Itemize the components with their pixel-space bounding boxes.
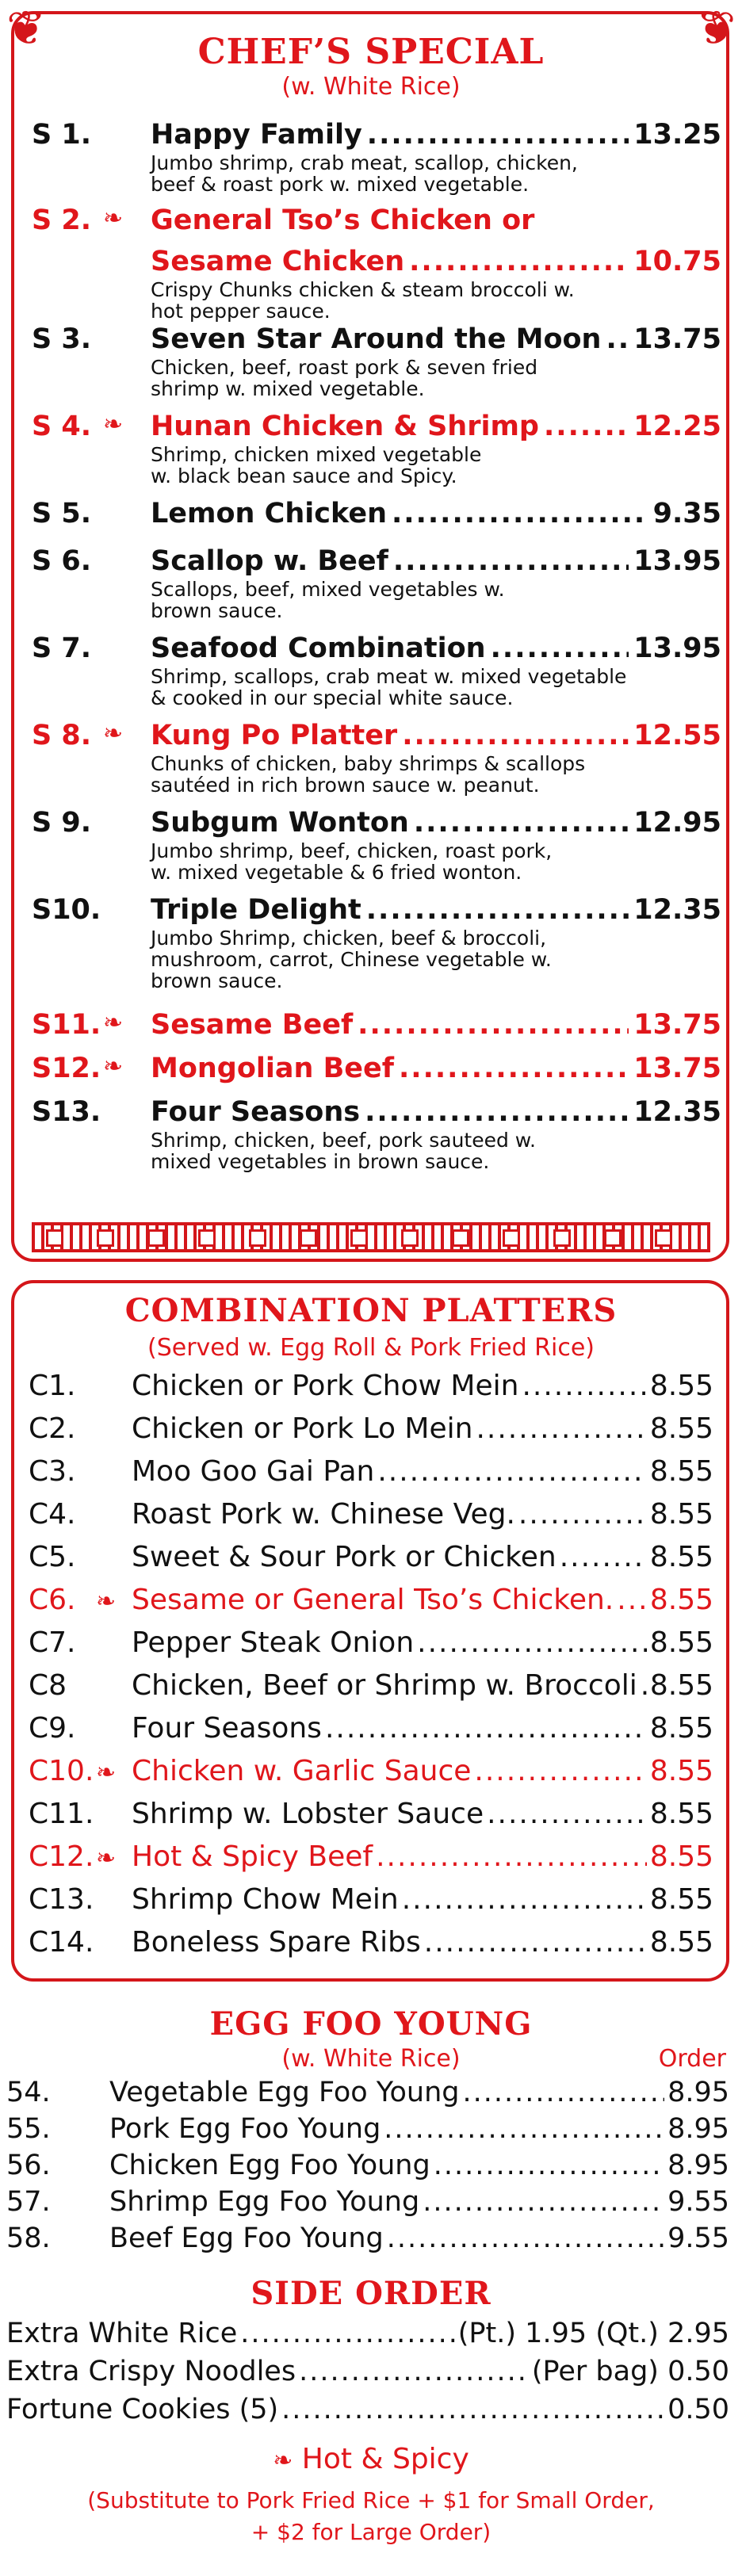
item-name: Hunan Chicken & Shrimp: [151, 411, 539, 442]
item-price: 9.35: [652, 498, 721, 529]
item-description: [151, 927, 706, 992]
leader-dots: [522, 1370, 646, 1402]
item-number: S 7.: [32, 633, 92, 664]
item-price: 8.55: [649, 1584, 713, 1616]
item-name: Chicken, Beef or Shrimp w. Broccoli: [132, 1669, 637, 1702]
item-price: 9.55: [667, 2186, 729, 2218]
item-name: Roast Pork w. Chinese Veg.: [132, 1498, 515, 1531]
description-line: Jumbo shrimp, beef, chicken, roast pork,: [151, 839, 553, 862]
combo-item: [29, 1883, 713, 1921]
egg-foo-young-item: [6, 2113, 729, 2150]
side-order-item: [6, 2318, 729, 2354]
item-number: S 1.: [32, 119, 92, 151]
ornament-square: [97, 1229, 114, 1247]
item-name: Pork Egg Foo Young: [109, 2113, 381, 2145]
item-name: Pepper Steak Onion: [132, 1626, 415, 1659]
item-price: 8.55: [649, 1712, 713, 1745]
chili-pepper-icon: ❧: [103, 204, 124, 232]
item-number: C5.: [29, 1541, 76, 1573]
substitute-note-line2: + $2 for Large Order): [251, 2519, 491, 2545]
combo-item: [29, 1755, 713, 1793]
egg-foo-young-subtitle: (w. White Rice): [281, 2045, 461, 2073]
description-line: sautéed in rich brown sauce w. peanut.: [151, 774, 540, 797]
item-name: Sweet & Sour Pork or Chicken: [132, 1541, 556, 1573]
item-number: C11.: [29, 1798, 94, 1830]
item-number: S10.: [32, 894, 101, 926]
chili-pepper-icon: ❧: [103, 411, 124, 438]
chili-pepper-icon: ❧: [103, 720, 124, 747]
item-name: Chicken or Pork Lo Mein: [132, 1412, 473, 1445]
item-price: (Pt.) 1.95 (Qt.) 2.95: [457, 2318, 729, 2349]
leader-dots: [240, 2318, 455, 2349]
item-price: 12.95: [633, 807, 721, 839]
description-line: shrimp w. mixed vegetable.: [151, 377, 425, 400]
description-line: mushroom, carrot, Chinese vegetable w.: [151, 948, 552, 971]
ornament-square: [198, 1229, 216, 1247]
item-number: C1.: [29, 1370, 76, 1402]
item-price: 8.55: [649, 1541, 713, 1573]
description-line: Jumbo Shrimp, chicken, beef & broccoli,: [151, 927, 547, 950]
item-price: 9.55: [667, 2222, 729, 2254]
leader-dots: [402, 720, 629, 751]
chili-pepper-icon: ❧: [103, 1053, 124, 1080]
item-name: Kung Po Platter: [151, 720, 398, 751]
ornament-square: [401, 1229, 419, 1247]
hot-spicy-legend: ❧ Hot & Spicy: [273, 2443, 469, 2475]
item-price: 8.55: [649, 1755, 713, 1787]
side-order-item: [6, 2356, 729, 2392]
description-line: Shrimp, chicken mixed vegetable: [151, 443, 482, 466]
description-line: Chicken, beef, roast pork & seven fried: [151, 356, 538, 379]
item-name: Extra Crispy Noodles: [6, 2356, 296, 2387]
substitute-note-line1: (Substitute to Pork Fried Rice + $1 for Small Order,: [87, 2487, 655, 2513]
egg-foo-young-item: [6, 2150, 729, 2186]
side-order-title: SIDE ORDER: [251, 2275, 491, 2312]
side-order-item: [6, 2394, 729, 2430]
item-price: 8.55: [649, 1370, 713, 1402]
item-name-line: [151, 894, 721, 929]
leader-dots: [518, 1498, 647, 1531]
description-line: w. black bean sauce and Spicy.: [151, 464, 457, 487]
item-price: 10.75: [633, 246, 721, 277]
item-price: 8.55: [649, 1455, 713, 1488]
chefs-special-title: CHEF’S SPECIAL: [197, 32, 545, 72]
chili-pepper-icon: ❧: [96, 1588, 117, 1615]
item-name-line: [151, 119, 721, 154]
ornament-square: [604, 1229, 622, 1247]
item-description: [151, 357, 706, 399]
item-name: Sesame Beef: [151, 1009, 354, 1041]
leader-dots: [281, 2394, 664, 2425]
leader-dots: [617, 1584, 647, 1616]
item-name: Subgum Wonton: [151, 807, 409, 839]
leader-dots: [402, 1883, 647, 1916]
item-name: Beef Egg Foo Young: [109, 2222, 384, 2254]
combo-item: [29, 1541, 713, 1579]
item-price: (Per bag) 0.50: [531, 2356, 729, 2387]
chili-pepper-icon: ❧: [96, 1759, 117, 1787]
description-line: hot pepper sauce.: [151, 300, 331, 323]
item-name: Shrimp w. Lobster Sauce: [132, 1798, 484, 1830]
combo-item: [29, 1584, 713, 1622]
description-line: w. mixed vegetable & 6 fried wonton.: [151, 861, 522, 884]
combo-item: [29, 1370, 713, 1408]
leader-dots: [365, 1096, 629, 1128]
ornament-square: [503, 1229, 520, 1247]
ornament-square: [655, 1229, 672, 1247]
item-name: Boneless Spare Ribs: [132, 1926, 421, 1959]
item-price: 8.95: [667, 2077, 729, 2108]
item-number: C13.: [29, 1883, 94, 1916]
item-description: [151, 279, 706, 322]
item-number: S11.: [32, 1009, 101, 1041]
item-description: [151, 444, 706, 487]
leader-dots: [376, 1840, 647, 1873]
item-name: Fortune Cookies (5): [6, 2394, 279, 2425]
leader-dots: [325, 1712, 647, 1745]
description-line: brown sauce.: [151, 599, 283, 622]
item-name-line: [151, 246, 721, 281]
ornament-square: [46, 1229, 63, 1247]
egg-foo-young-item: [6, 2186, 729, 2222]
chili-pepper-icon: ❧: [273, 2447, 293, 2475]
description-line: Jumbo shrimp, crab meat, scallop, chicken,: [151, 151, 578, 174]
combo-item: [29, 1669, 713, 1707]
item-price: 13.75: [633, 1053, 721, 1084]
leader-dots: [393, 545, 629, 577]
item-price: 8.55: [649, 1626, 713, 1659]
item-price: 13.95: [633, 633, 721, 664]
item-number: C10.: [29, 1755, 94, 1787]
combo-item: [29, 1712, 713, 1750]
item-name-line: [151, 498, 721, 533]
item-name: Extra White Rice: [6, 2318, 238, 2349]
item-number: S 2.: [32, 204, 92, 236]
combination-subtitle: (Served w. Egg Roll & Pork Fried Rice): [147, 1334, 595, 1362]
egg-foo-young-item: [6, 2077, 729, 2113]
ornament-square: [300, 1229, 317, 1247]
combo-item: [29, 1498, 713, 1536]
leader-dots: [423, 2186, 664, 2218]
combination-title: COMBINATION PLATTERS: [124, 1292, 618, 1329]
item-number: S12.: [32, 1053, 101, 1084]
chili-pepper-icon: ❧: [103, 1009, 124, 1037]
item-name: Four Seasons: [151, 1096, 361, 1128]
item-description: [151, 840, 706, 883]
leader-dots: [434, 2150, 664, 2181]
item-name: Seven Star Around the Moon: [151, 323, 602, 355]
leader-dots: [560, 1541, 647, 1573]
leader-dots: [641, 1669, 647, 1702]
leader-dots: [358, 1009, 629, 1041]
item-number: C4.: [29, 1498, 76, 1531]
egg-foo-young-title: EGG FOO YOUNG: [209, 2005, 533, 2043]
leader-dots: [463, 2077, 665, 2108]
leader-dots: [366, 894, 629, 926]
item-description: [151, 152, 706, 195]
item-name: Seafood Combination: [151, 633, 486, 664]
item-number: C14.: [29, 1926, 94, 1959]
item-name: Shrimp Chow Mein: [132, 1883, 399, 1916]
item-number: C9.: [29, 1712, 76, 1745]
item-name-line: [151, 545, 721, 580]
item-number: 54.: [6, 2077, 51, 2108]
leader-dots: [487, 1798, 647, 1830]
corner-ornament-icon: ❦: [6, 1, 47, 56]
description-line: & cooked in our special white sauce.: [151, 686, 514, 709]
item-number: 55.: [6, 2113, 51, 2145]
leader-dots: [384, 2113, 664, 2145]
combo-item: [29, 1455, 713, 1493]
item-price: 0.50: [667, 2394, 729, 2425]
combo-item: [29, 1798, 713, 1836]
item-price: 12.25: [633, 411, 721, 442]
item-name-line: [151, 633, 721, 667]
item-number: S 8.: [32, 720, 92, 751]
item-name: Four Seasons: [132, 1712, 322, 1745]
item-name-line: [151, 323, 721, 358]
ornament-square: [553, 1229, 571, 1247]
leader-dots: [476, 1412, 646, 1445]
item-price: 13.95: [633, 545, 721, 577]
combo-item: [29, 1626, 713, 1664]
item-name: Triple Delight: [151, 894, 361, 926]
item-name: Shrimp Egg Foo Young: [109, 2186, 420, 2218]
ornament-square: [147, 1229, 165, 1247]
item-number: C12.: [29, 1840, 94, 1873]
description-line: brown sauce.: [151, 969, 283, 992]
leader-dots: [417, 1626, 647, 1659]
item-price: 13.25: [633, 119, 721, 151]
leader-dots: [544, 411, 629, 442]
item-number: S 6.: [32, 545, 92, 577]
leader-dots: [387, 2222, 664, 2254]
item-name: Happy Family: [151, 119, 362, 151]
leader-dots: [424, 1926, 647, 1959]
ornament-square: [452, 1229, 469, 1247]
item-name-line: [151, 807, 721, 842]
description-line: Crispy Chunks chicken & steam broccoli w.: [151, 278, 575, 301]
item-description: [151, 753, 706, 796]
description-line: Shrimp, chicken, beef, pork sauteed w.: [151, 1129, 536, 1152]
item-name: Scallop w. Beef: [151, 545, 388, 577]
item-description: [151, 579, 706, 621]
item-name: Vegetable Egg Foo Young: [109, 2077, 460, 2108]
item-number: 58.: [6, 2222, 51, 2254]
item-name: Moo Goo Gai Pan: [132, 1455, 375, 1488]
ornament-square: [350, 1229, 368, 1247]
decorative-border-strip: [32, 1222, 710, 1252]
item-name-line: [151, 720, 721, 755]
item-price: 12.35: [633, 1096, 721, 1128]
description-line: Chunks of chicken, baby shrimps & scallops: [151, 752, 586, 775]
corner-ornament-icon: ❦: [695, 1, 736, 56]
item-name-line: [151, 411, 721, 445]
item-name: Mongolian Beef: [151, 1053, 394, 1084]
item-price: 8.55: [649, 1883, 713, 1916]
leader-dots: [392, 498, 648, 529]
leader-dots: [399, 1053, 629, 1084]
item-number: S 9.: [32, 807, 92, 839]
item-name-line: [151, 1053, 721, 1087]
description-line: Scallops, beef, mixed vegetables w.: [151, 578, 505, 601]
item-name: Chicken or Pork Chow Mein: [132, 1370, 519, 1402]
item-price: 8.55: [649, 1840, 713, 1873]
item-price: 8.55: [649, 1498, 713, 1531]
item-price: 8.95: [667, 2150, 729, 2181]
item-number: C7.: [29, 1626, 76, 1659]
description-line: beef & roast pork w. mixed vegetable.: [151, 173, 530, 196]
chili-pepper-icon: ❧: [96, 1844, 117, 1872]
leader-dots: [606, 323, 629, 355]
leader-dots: [377, 1455, 647, 1488]
chefs-special-subtitle: (w. White Rice): [281, 73, 461, 101]
item-number: C3.: [29, 1455, 76, 1488]
combo-item: [29, 1412, 713, 1450]
item-number: C6.: [29, 1584, 76, 1616]
item-price: 8.55: [649, 1669, 713, 1702]
item-price: 13.75: [633, 323, 721, 355]
item-number: 57.: [6, 2186, 51, 2218]
item-number: S 4.: [32, 411, 92, 442]
item-price: 12.35: [633, 894, 721, 926]
item-price: 8.55: [649, 1412, 713, 1445]
ornament-square: [249, 1229, 266, 1247]
item-number: S 5.: [32, 498, 92, 529]
combo-item: [29, 1840, 713, 1878]
leader-dots: [367, 119, 629, 151]
item-name: Sesame or General Tso’s Chicken.: [132, 1584, 614, 1616]
description-line: Shrimp, scallops, crab meat w. mixed vegetable: [151, 665, 627, 688]
item-number: C8: [29, 1669, 67, 1702]
item-name: Sesame Chicken: [151, 246, 405, 277]
item-name: General Tso’s Chicken or: [151, 204, 535, 236]
item-name: Chicken Egg Foo Young: [109, 2150, 430, 2181]
item-number: 56.: [6, 2150, 51, 2181]
item-name-line: [151, 1096, 721, 1131]
item-number: C2.: [29, 1412, 76, 1445]
item-price: 8.55: [649, 1798, 713, 1830]
item-name: Lemon Chicken: [151, 498, 387, 529]
combo-item: [29, 1926, 713, 1964]
order-column-label: Order: [658, 2045, 726, 2073]
item-description: [151, 1129, 706, 1172]
description-line: mixed vegetables in brown sauce.: [151, 1150, 490, 1173]
leader-dots: [474, 1755, 646, 1787]
item-price: 13.75: [633, 1009, 721, 1041]
item-description: [151, 666, 706, 709]
item-price: 8.55: [649, 1926, 713, 1959]
item-number: S 3.: [32, 323, 92, 355]
leader-dots: [491, 633, 629, 664]
egg-foo-young-item: [6, 2222, 729, 2259]
leader-dots: [414, 807, 629, 839]
item-name: Hot & Spicy Beef: [132, 1840, 373, 1873]
item-number: S13.: [32, 1096, 101, 1128]
leader-dots: [409, 246, 629, 277]
item-price: 8.95: [667, 2113, 729, 2145]
item-name: Chicken w. Garlic Sauce: [132, 1755, 472, 1787]
item-price: 12.55: [633, 720, 721, 751]
item-name-line: [151, 1009, 721, 1044]
leader-dots: [299, 2356, 529, 2387]
